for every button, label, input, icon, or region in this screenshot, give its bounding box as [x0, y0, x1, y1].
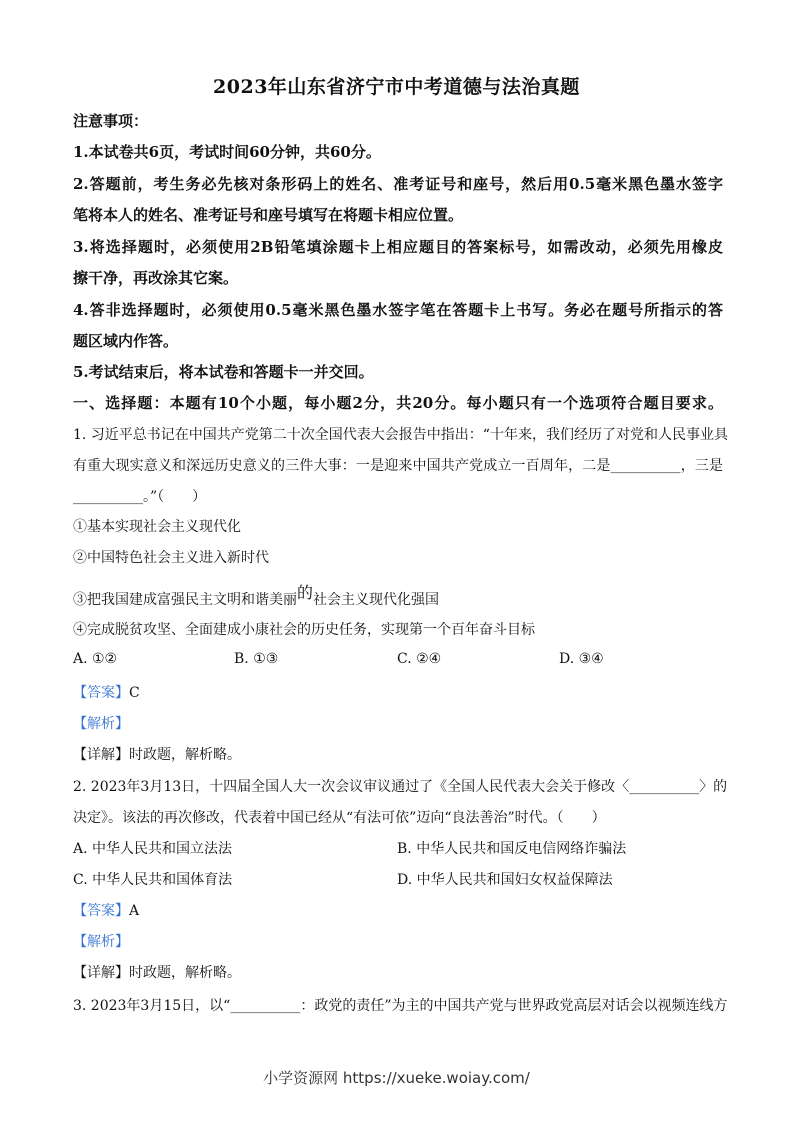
notice-item-2b: 笔将本人的姓名、准考证号和座号填写在将题卡相应位置。: [73, 206, 464, 224]
notice-item-4a: 4.答非选择题时，必须使用0.5毫米黑色墨水签字笔在答题卡上书写。务必在题号所指示的答: [73, 301, 723, 319]
question-1-option-a[interactable]: A. ①②: [73, 651, 118, 667]
notice-item-3a: 3.将选择题时，必须使用2B铅笔填涂题卡上相应题目的答案标号，如需改动，必须先用橡皮: [73, 238, 723, 256]
question-1-line-1: 1. 习近平总书记在中国共产党第二十次全国代表大会报告中指出：“十年来，我们经历了对党和人民事业具: [73, 427, 728, 443]
section-heading-1: 一、选择题：本题有10个小题，每小题2分，共20分。每小题只有一个选项符合题目要求。: [73, 394, 723, 412]
question-1-answer: [73, 682, 723, 702]
question-2-option-a[interactable]: A. 中华人民共和国立法法: [73, 841, 233, 857]
question-1-line-2: 有重大现实意义和深远历史意义的三件大事：一是迎来中国共产党成立一百周年，二是__________，三是: [73, 458, 723, 474]
detail-text: 时政题，解析略。: [129, 965, 241, 981]
question-1-option-b[interactable]: B. ①③: [234, 651, 279, 667]
statement-3-part-b: 社会主义现代化强国: [313, 592, 440, 608]
question-1-statement-1: ①基本实现社会主义现代化: [73, 519, 241, 535]
statement-3-particle: 的: [297, 583, 314, 602]
question-2-line-2: 决定》。该法的再次修改，代表着中国已经从“有法可依”迈向“良法善治”时代。（ ）: [73, 810, 606, 826]
notice-item-3b: 擦干净，再改涂其它案。: [73, 269, 239, 287]
page-footer-watermark: 小学资源网 https://xueke.woiay.com/: [263, 1069, 530, 1087]
answer-label: 【答案】: [73, 685, 129, 701]
detail-label: 【详解】: [73, 747, 129, 763]
question-1-statement-3: [73, 583, 723, 609]
question-1-option-c[interactable]: C. ②④: [397, 651, 442, 667]
question-1-option-d[interactable]: D. ③④: [559, 651, 604, 667]
question-2-line-1: 2. 2023年3月13日，十四届全国人大一次会议审议通过了《全国人民代表大会关于修改〈__________〉的: [73, 779, 728, 795]
notice-item-4b: 题区域内作答。: [73, 332, 179, 350]
question-2-answer: [73, 900, 723, 920]
statement-3-part-a: ③把我国建成富强民主文明和谐美丽: [73, 592, 297, 608]
answer-label: 【答案】: [73, 903, 129, 919]
notice-item-2a: 2.答题前，考生务必先核对条形码上的姓名、准考证号和座号，然后用0.5毫米黑色墨水签字: [73, 175, 723, 193]
question-1-statement-2: ②中国特色社会主义进入新时代: [73, 550, 269, 566]
page-title: 2023年山东省济宁市中考道德与法治真题: [213, 76, 580, 98]
question-2-option-d[interactable]: D. 中华人民共和国妇女权益保障法: [397, 872, 613, 888]
detail-text: 时政题，解析略。: [129, 747, 241, 763]
notice-heading: 注意事项：: [73, 112, 149, 130]
question-2-option-c[interactable]: C. 中华人民共和国体育法: [73, 872, 233, 888]
detail-label: 【详解】: [73, 965, 129, 981]
question-3-line-1: 3. 2023年3月15日，以“__________：政党的责任”为主的中国共产党与世界政党高层对话会以视频连线方: [73, 998, 728, 1014]
question-2-option-b[interactable]: B. 中华人民共和国反电信网络诈骗法: [397, 841, 627, 857]
question-1-line-3: __________。”（ ）: [73, 489, 207, 505]
notice-item-1: 1.本试卷共6页，考试时间60分钟，共60分。: [73, 143, 381, 161]
question-2-analysis-label: 【解析】: [73, 934, 129, 950]
notice-item-5: 5.考试结束后，将本试卷和答题卡一并交回。: [73, 363, 374, 381]
answer-value: A: [129, 903, 140, 919]
question-2-detail: [73, 962, 723, 982]
question-1-analysis-label: 【解析】: [73, 716, 129, 732]
question-1-statement-4: ④完成脱贫攻坚、全面建成小康社会的历史任务，实现第一个百年奋斗目标: [73, 622, 535, 638]
answer-value: C: [129, 685, 140, 701]
question-1-detail: [73, 744, 723, 764]
